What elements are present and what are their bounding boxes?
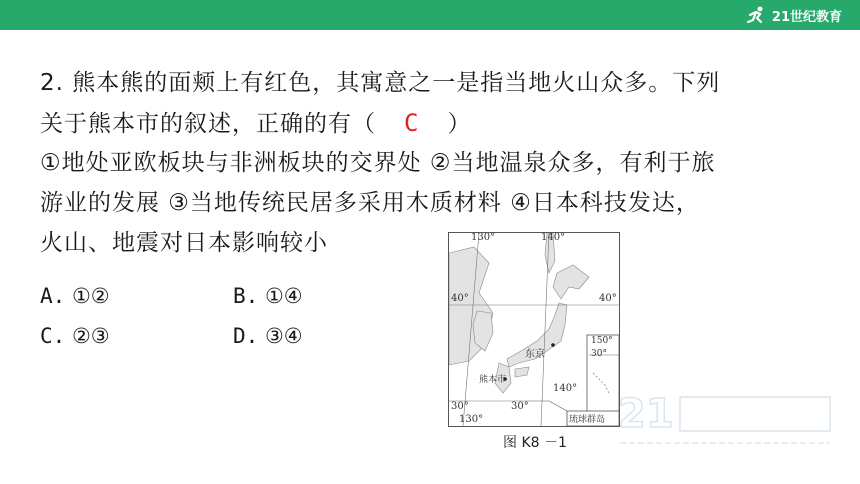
option-a[interactable] bbox=[40, 276, 233, 316]
inset-150-label: 150° bbox=[591, 336, 613, 346]
lat-40-right-label: 40° bbox=[599, 293, 617, 304]
lat-30-inner-label: 30° bbox=[511, 401, 529, 412]
statement-line-3: 火山、地震对日本影响较小 bbox=[40, 230, 328, 256]
options-row-1 bbox=[40, 276, 426, 316]
site-logo[interactable] bbox=[746, 5, 842, 25]
lon-140-bottom-label: 140° bbox=[553, 383, 578, 394]
japan-map bbox=[448, 232, 620, 427]
option-c[interactable] bbox=[40, 316, 233, 356]
option-letter: B. bbox=[233, 284, 259, 308]
question-block bbox=[40, 63, 830, 263]
tokyo-marker bbox=[551, 343, 555, 347]
question-stem: 关于熊本市的叙述，正确的有（ bbox=[40, 111, 376, 137]
lon-140-top-label: 140° bbox=[541, 232, 566, 243]
header-bar bbox=[0, 0, 860, 30]
question-line-1: 2. 熊本熊的面颊上有红色，其寓意之一是指当地火山众多。下列 bbox=[40, 70, 721, 96]
figure-caption: 图 K8 －1 bbox=[503, 435, 567, 451]
option-d[interactable] bbox=[233, 316, 426, 356]
answer-mark: C bbox=[404, 109, 420, 137]
kumamoto-label: 熊本市 bbox=[479, 375, 507, 385]
watermark-logo bbox=[610, 385, 840, 455]
option-text: ①② bbox=[71, 284, 110, 308]
option-b[interactable] bbox=[233, 276, 426, 316]
statement-line-1: ①地处亚欧板块与非洲板块的交界处 ②当地温泉众多，有利于旅 bbox=[40, 150, 716, 176]
lon-130-top-label: 130° bbox=[471, 232, 496, 243]
option-letter: A. bbox=[40, 284, 66, 308]
tokyo-label: 东京 bbox=[525, 349, 545, 360]
statement-line-2: 游业的发展 ③当地传统民居多采用木质材料 ④日本科技发达， bbox=[40, 190, 700, 216]
logo-text: 21世纪教育 bbox=[771, 9, 842, 25]
option-text: ③④ bbox=[264, 324, 303, 348]
options-row-2 bbox=[40, 316, 426, 356]
map-drawing bbox=[449, 233, 619, 426]
option-letter: D. bbox=[233, 324, 259, 348]
option-text: ②③ bbox=[71, 324, 110, 348]
runner-icon bbox=[746, 6, 768, 24]
answer-options bbox=[40, 276, 426, 356]
svg-text:21: 21 bbox=[618, 391, 674, 437]
inset-30-label: 30° bbox=[591, 349, 607, 359]
option-letter: C. bbox=[40, 324, 66, 348]
option-text: ①④ bbox=[264, 284, 303, 308]
question-line-2 bbox=[40, 103, 830, 143]
lat-30-left-label: 30° bbox=[451, 401, 469, 412]
lon-130-bottom-label: 130° bbox=[459, 414, 484, 425]
lat-40-left-label: 40° bbox=[451, 293, 469, 304]
question-paren-close: ） bbox=[447, 111, 472, 137]
ryukyu-label: 琉球群岛 bbox=[569, 415, 606, 425]
